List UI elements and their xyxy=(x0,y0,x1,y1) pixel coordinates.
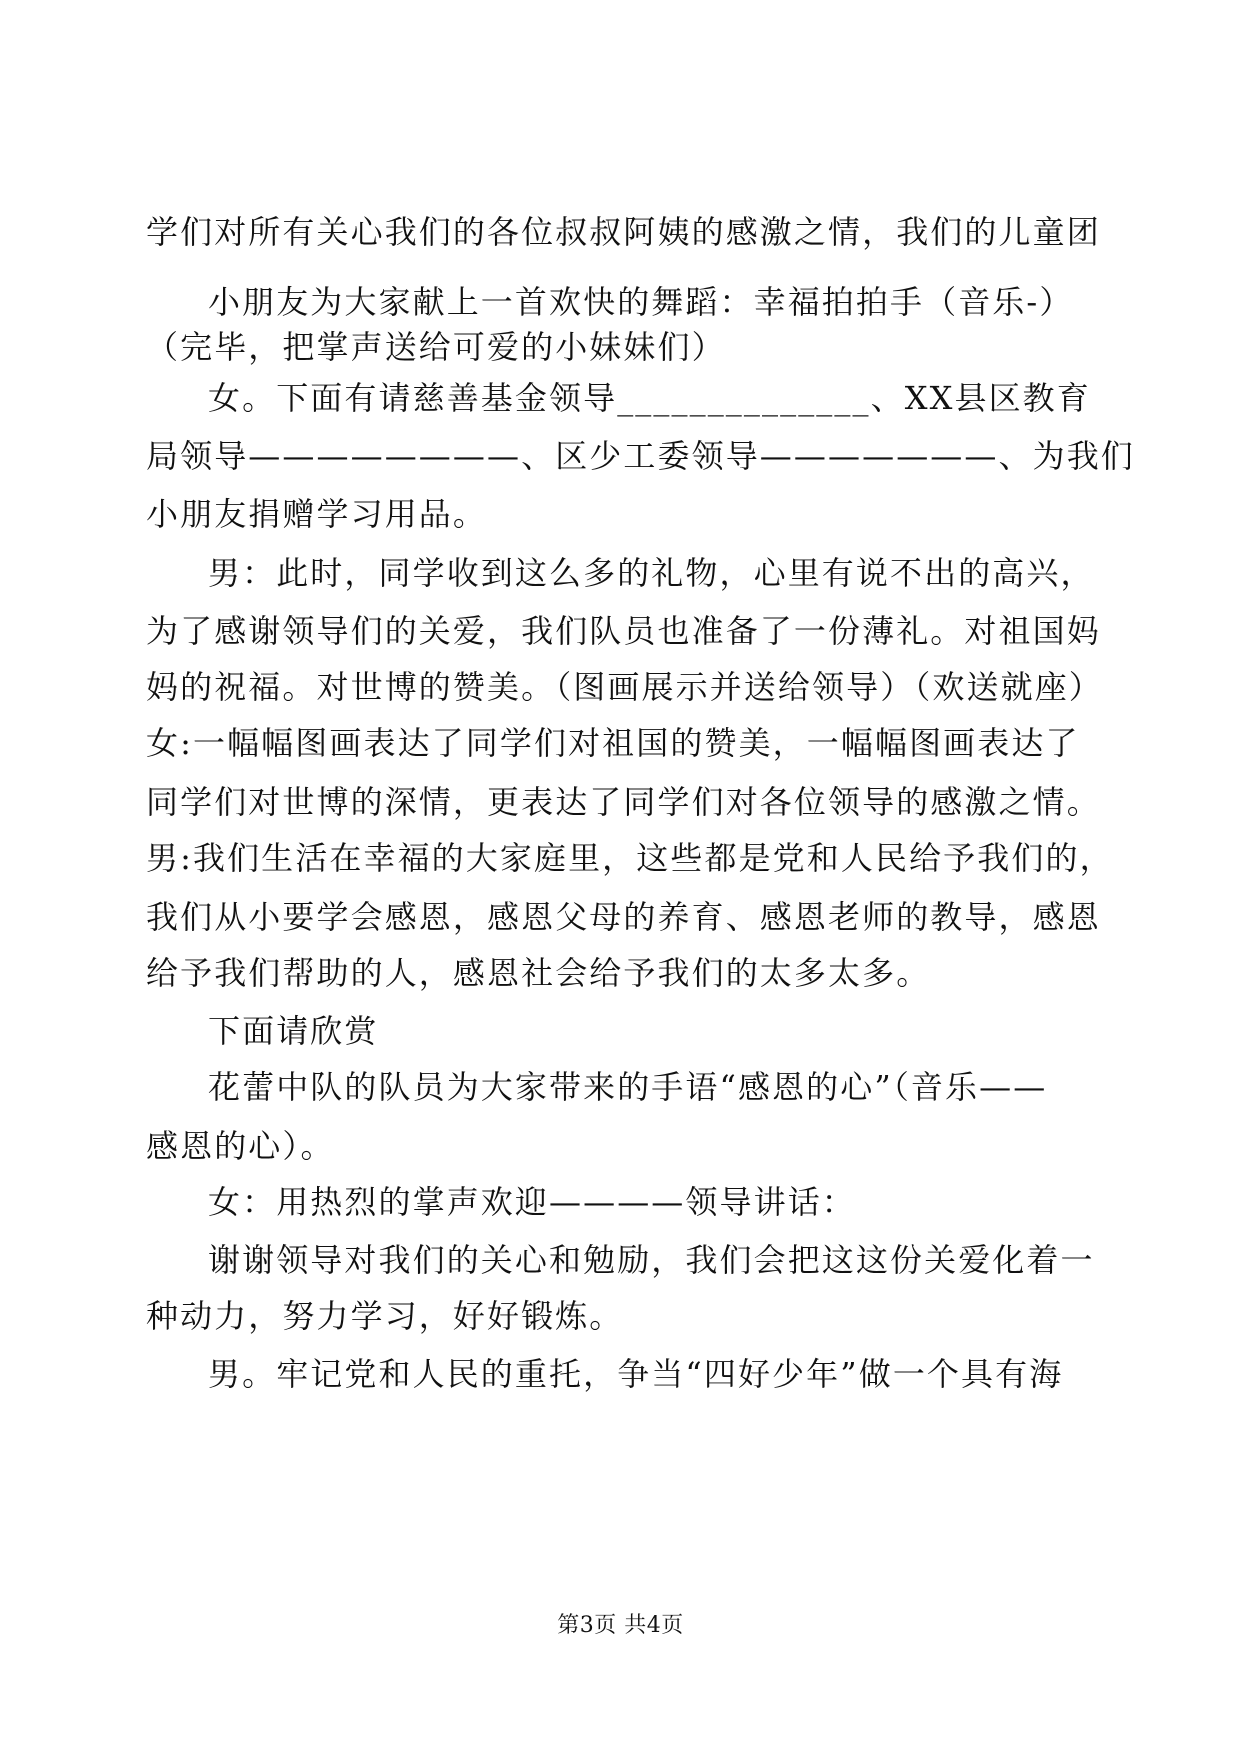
text-line: 局领导————————、区少工委领导———————、为我们 xyxy=(146,437,1135,475)
text-line: 女:一幅幅图画表达了同学们对祖国的赞美，一幅幅图画表达了 xyxy=(146,724,1080,762)
page-footer: 第3页 共4页 xyxy=(557,1613,684,1638)
text-line: 为了感谢领导们的关爱，我们队员也准备了一份薄礼。对祖国妈 xyxy=(146,612,1101,650)
text-line: 男:我们生活在幸福的大家庭里，这些都是党和人民给予我们的， xyxy=(146,839,1114,877)
text-line: 小朋友捐赠学习用品。 xyxy=(146,495,488,533)
text-line: 小朋友为大家献上一首欢快的舞蹈：幸福拍拍手（音乐-） xyxy=(208,283,1074,321)
text-line: 同学们对世博的深情，更表达了同学们对各位领导的感激之情。 xyxy=(146,783,1101,821)
text-line: 男。牢记党和人民的重托，争当“四好少年”做一个具有海 xyxy=(208,1355,1064,1393)
text-line: 男：此时，同学收到这么多的礼物，心里有说不出的高兴， xyxy=(208,554,1095,592)
text-line: 学们对所有关心我们的各位叔叔阿姨的感激之情，我们的儿童团 xyxy=(146,213,1101,251)
text-line: 花蕾中队的队员为大家带来的手语“感恩的心”（音乐—— xyxy=(208,1068,1048,1106)
text-line: 谢谢领导对我们的关心和勉励，我们会把这这份关爱化着一 xyxy=(208,1241,1095,1279)
text-line: （完毕，把掌声送给可爱的小妹妹们） xyxy=(146,328,726,366)
text-line: 女。下面有请慈善基金领导______________、XX县区教育 xyxy=(208,379,1091,417)
text-line: 给予我们帮助的人，感恩社会给予我们的太多太多。 xyxy=(146,954,931,992)
text-line: 感恩的心）。 xyxy=(146,1127,335,1165)
text-line: 妈的祝福。对世博的赞美。（图画展示并送给领导）（欢送就座） xyxy=(146,668,1103,706)
text-line: 女：用热烈的掌声欢迎————领导讲话： xyxy=(208,1183,856,1221)
text-line: 下面请欣赏 xyxy=(208,1012,379,1050)
text-line: 我们从小要学会感恩，感恩父母的养育、感恩老师的教导，感恩 xyxy=(146,898,1101,936)
text-line: 种动力，努力学习，好好锻炼。 xyxy=(146,1297,624,1335)
